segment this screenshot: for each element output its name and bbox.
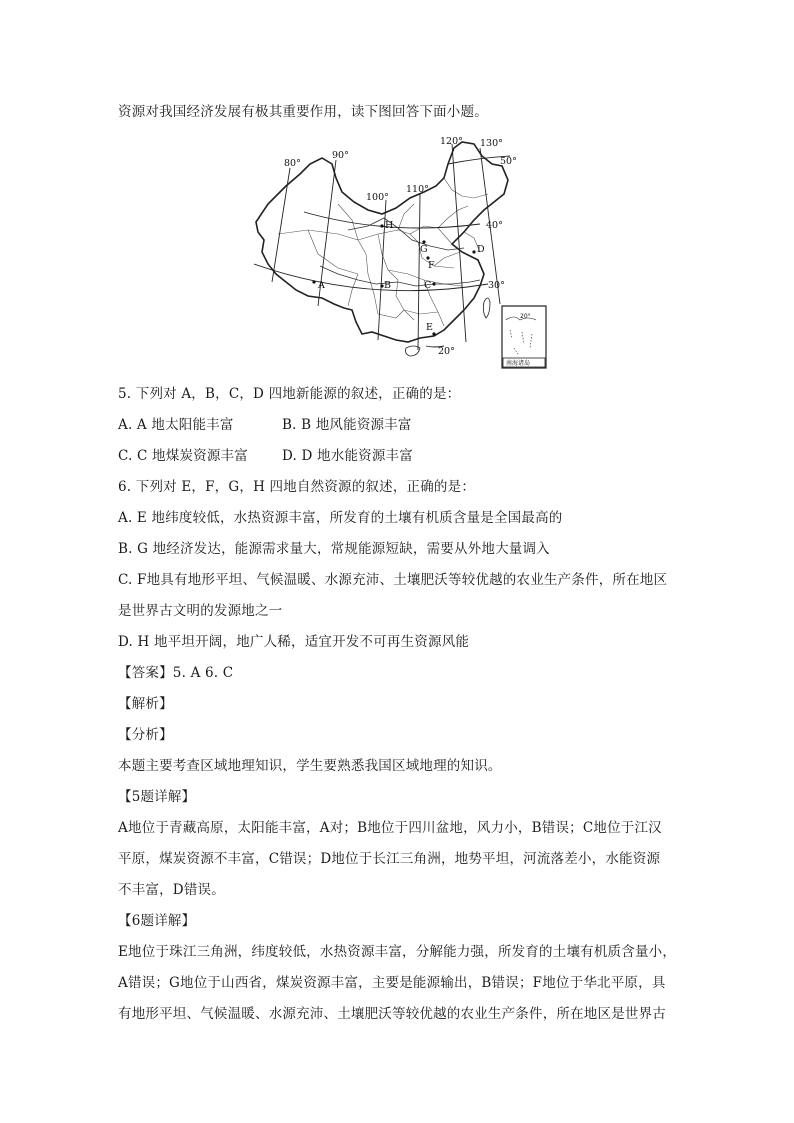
q5-option-b: B. B 地风能资源丰富 xyxy=(282,417,412,433)
inset-label: 南海诸岛 xyxy=(506,360,531,367)
q6-option-b: B. G 地经济发达，能源需求量大，常规能源短缺，需要从外地大量调入 xyxy=(118,541,550,557)
q5-detail-heading: 【5题详解】 xyxy=(118,789,196,805)
fenxi-text: 本题主要考查区域地理知识，学生要熟悉我国区域地理的知识。 xyxy=(118,758,502,774)
intro-text: 资源对我国经济发展有极其重要作用，读下图回答下面小题。 xyxy=(118,104,488,120)
china-outline xyxy=(256,142,508,342)
q5-option-a: A. A 地太阳能丰富 xyxy=(118,417,234,433)
lon-label-130: 130° xyxy=(480,138,503,149)
q5-stem: 5. 下列对 A，B，C，D 四地新能源的叙述，正确的是： xyxy=(118,386,461,402)
lon-label-90: 90° xyxy=(332,150,349,161)
q6-detail-heading: 【6题详解】 xyxy=(118,913,196,929)
q6-detail-line: A错误；G地位于山西省，煤炭资源丰富，主要是能源输出，B错误；F地位于华北平原，具 xyxy=(118,975,666,991)
taiwan-island xyxy=(483,298,490,318)
lon-label-120: 120° xyxy=(440,136,463,147)
lat-label-40: 40° xyxy=(486,220,503,231)
lon-label-100: 100° xyxy=(366,192,389,203)
q5-option-c: C. C 地煤炭资源丰富 xyxy=(118,448,248,464)
q6-detail-line: 有地形平坦、气候温暖、水源充沛、土壤肥沃等较优越的农业生产条件，所在地区是世界古 xyxy=(118,1006,666,1022)
south-sea-inset xyxy=(502,306,546,368)
lat-label-30: 30° xyxy=(488,280,505,291)
q6-stem: 6. 下列对 E，F，G，H 四地自然资源的叙述，正确的是： xyxy=(118,479,476,495)
point-e-label: E xyxy=(426,322,433,333)
q5-detail-line: A地位于青藏高原，太阳能丰富，A对；B地位于四川盆地，风力小，B错误；C地位于江汉 xyxy=(118,820,662,836)
fenxi-heading: 【分析】 xyxy=(118,727,173,743)
point-d-marker xyxy=(472,250,475,253)
lat-label-50: 50° xyxy=(500,156,517,167)
point-a-label: A xyxy=(318,280,325,291)
point-b-label: B xyxy=(384,280,391,291)
lon-label-110: 110° xyxy=(406,184,429,195)
q5-option-d: D. D 地水能资源丰富 xyxy=(282,448,413,464)
q6-option-a: A. E 地纬度较低，水热资源丰富，所发育的土壤有机质含量是全国最高的 xyxy=(118,510,563,526)
q6-option-c-line1: C. F地具有地形平坦、气候温暖、水源充沛、土壤肥沃等较优越的农业生产条件，所在地区 xyxy=(118,572,668,588)
answer-line: 【答案】5. A 6. C xyxy=(118,665,234,681)
point-d-label: D xyxy=(477,244,485,255)
lon-label-80: 80° xyxy=(284,158,301,169)
point-a-marker xyxy=(312,280,315,283)
china-map-figure xyxy=(248,134,548,370)
q6-detail-line: E地位于珠江三角洲，纬度较低，水热资源丰富，分解能力强，所发育的土壤有机质含量小， xyxy=(118,944,677,960)
q6-option-d: D. H 地平坦开阔，地广人稀，适宜开发不可再生资源风能 xyxy=(118,634,470,650)
q5-detail-line: 不丰富，D错误。 xyxy=(118,882,225,898)
point-c-label: C xyxy=(424,280,432,291)
point-h-marker xyxy=(380,224,383,227)
point-c-marker xyxy=(432,282,435,285)
point-f-label: F xyxy=(428,260,435,271)
point-h-label: H xyxy=(385,220,394,231)
q6-option-c-line2: 是世界古文明的发源地之一 xyxy=(118,603,283,619)
lat-label-20: 20° xyxy=(438,346,455,357)
inset-lat-label: 20° xyxy=(520,313,531,320)
point-g-label: G xyxy=(420,244,428,255)
analysis-heading: 【解析】 xyxy=(118,696,173,712)
china-map-svg xyxy=(248,134,548,370)
q5-detail-line: 平原，煤炭资源不丰富，C错误；D地位于长江三角洲，地势平坦，河流落差小，水能资源 xyxy=(118,851,661,867)
